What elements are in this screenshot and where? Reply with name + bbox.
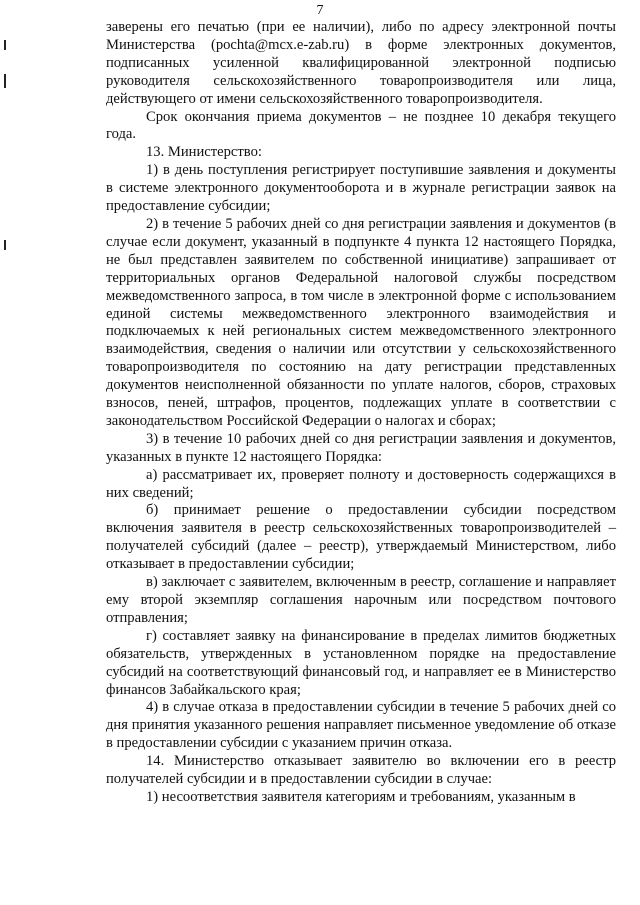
list-item: 1) несоответствия заявителя категориям и требованиям, указанным в bbox=[146, 788, 576, 805]
section-heading: 13. Министерство: bbox=[146, 144, 262, 161]
paragraph: Срок окончания приема документов – не позднее 10 декабря текущего года. bbox=[106, 108, 616, 143]
sub-list-item: г) составляет заявку на финансирование в пределах лимитов бюджетных обязательств, утвержденных в установленном порядке на предоставление субсидий на соответствующий финансовый год, и направляет ее в Министерство финансов Забайкальского края; bbox=[106, 627, 616, 698]
section-heading: 14. Министерство отказывает заявителю во включении его в реестр получателей субсидии и в предоставлении субсидии в случае: bbox=[106, 753, 616, 788]
list-item: 1) в день поступления регистрирует поступившие заявления и документы в системе электронного документооборота и в журнале регистрации заявок на предоставление субсидии; bbox=[106, 162, 616, 215]
scan-edge-mark bbox=[4, 40, 6, 50]
page-number: 7 bbox=[316, 3, 324, 18]
scan-edge-mark bbox=[4, 74, 6, 88]
sub-list-item: б) принимает решение о предоставлении субсидии посредством включения заявителя в реестр сельскохозяйственных товаропроизводителей – получателей субсидий (далее – реестр), утверждаемый Министерством, либо отказывает в предоставлении субсидии; bbox=[106, 502, 616, 573]
list-item: 2) в течение 5 рабочих дней со дня регистрации заявления и документов (в случае если документ, указанный в подпункте 4 пункта 12 настоящего Порядка, не был представлен заявителем по собственной инициативе) запрашивает от территориальных органов Федеральной налоговой службы посредством межведомственного запроса, в том числе в электронной форме с использованием единой системы межведомственного электронного взаимодействия и подключаемых к ней региональных систем межведомственного электронного взаимодействия, сведения о наличии или отсутствии у сельскохозяйственного товаропроизводителя по состоянию на дату регистрации представленных документов неисполненной обязанности по уплате налогов, сборов, страховых взносов, пеней, штрафов, процентов, подлежащих уплате в соответствии с законодательством Российской Федерации о налогах и сборах; bbox=[106, 215, 616, 429]
sub-list-item: а) рассматривает их, проверяет полноту и достоверность содержащихся в них сведений; bbox=[106, 466, 616, 501]
scan-edge-mark bbox=[4, 240, 6, 250]
paragraph: заверены его печатью (при ее наличии), либо по адресу электронной почты Министерства (pochta@mcx.e-zab.ru) в форме электронных документов, подписанных усиленной квалифицированной электронной подписью руководителя сельскохозяйственного товаропроизводителя или лица, действующего от имени сельскохозяйственного товаропроизводителя. bbox=[106, 19, 616, 107]
sub-list-item: в) заключает с заявителем, включенным в реестр, соглашение и направляет ему второй экземпляр соглашения нарочным или посредством почтового отправления; bbox=[106, 574, 616, 626]
document-body bbox=[106, 19, 616, 807]
list-item: 4) в случае отказа в предоставлении субсидии в течение 5 рабочих дней со дня принятия указанного решения направляет письменное уведомление об отказе в предоставлении субсидии с указанием причин отказа. bbox=[106, 699, 616, 752]
list-item: 3) в течение 10 рабочих дней со дня регистрации заявления и документов, указанных в пункте 12 настоящего Порядка: bbox=[106, 430, 616, 465]
